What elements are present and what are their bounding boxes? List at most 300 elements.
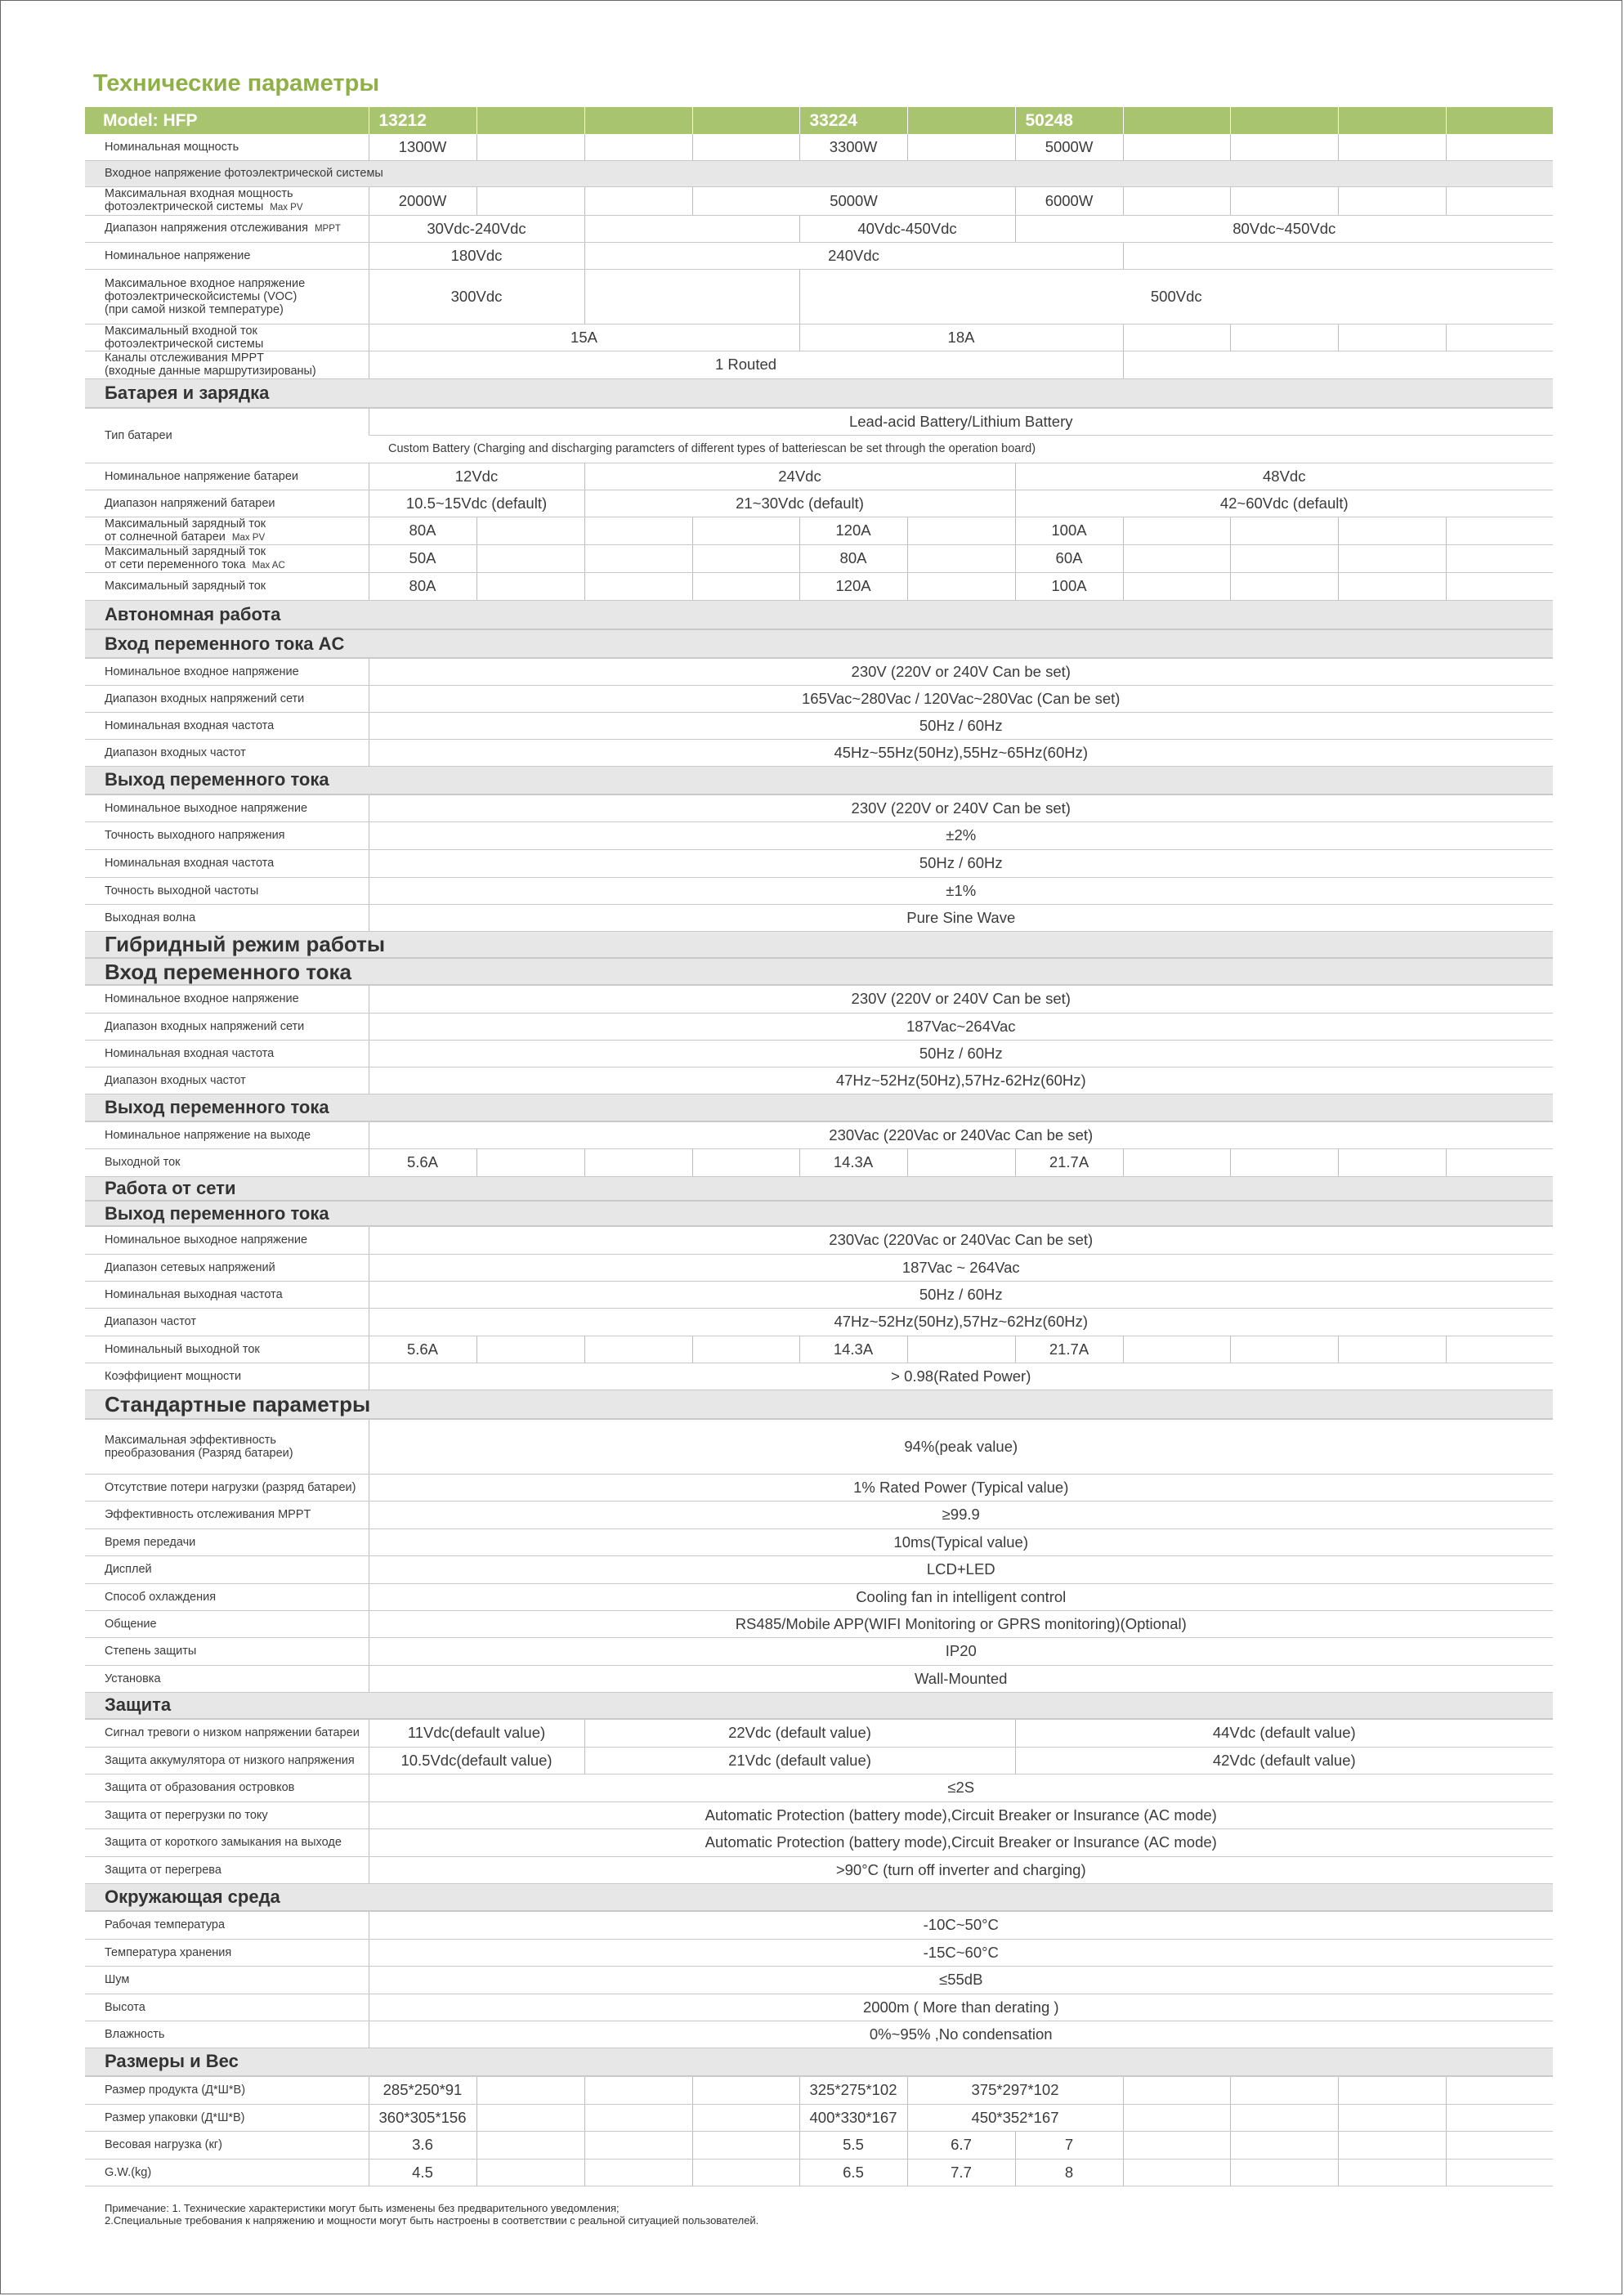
- value-cell: [476, 134, 584, 160]
- subsection-row: [85, 160, 1553, 186]
- value-cell: [1446, 2159, 1553, 2186]
- value-cell: 1 Routed: [369, 351, 1123, 378]
- value-cell: Cooling fan in intelligent control: [369, 1583, 1553, 1610]
- table-row: [85, 1013, 1553, 1040]
- param-label: [85, 849, 369, 877]
- value-cell: [1230, 1336, 1338, 1363]
- section-title: Работа от сети: [85, 1176, 1553, 1201]
- model-column: 50248: [1015, 107, 1123, 134]
- value-cell: [1123, 324, 1230, 351]
- value-cell: [1338, 186, 1446, 215]
- table-header: [85, 107, 1553, 134]
- value-cell: [1123, 517, 1230, 544]
- footnote: Примечание: 1. Технические характеристики могут быть изменены без предварительного уведомления;: [105, 2202, 620, 2214]
- table-row: [85, 2021, 1553, 2048]
- value-cell: [584, 186, 692, 215]
- param-label-text: Тип батареи: [105, 428, 172, 442]
- value-cell: > 0.98(Rated Power): [369, 1363, 1553, 1390]
- value-cell: 47Hz~52Hz(50Hz),57Hz~62Hz(60Hz): [369, 1308, 1553, 1336]
- value-cell: [584, 134, 692, 160]
- value-cell: 30Vdc-240Vdc: [369, 215, 584, 242]
- table-row: [85, 685, 1553, 712]
- section-heading: [85, 1176, 1553, 1201]
- param-label-text: Дисплей: [105, 1563, 152, 1576]
- table-row: [85, 1474, 1553, 1501]
- value-cell: 325*275*102: [799, 2076, 907, 2104]
- param-label: [85, 1856, 369, 1883]
- value-cell: ≤2S: [369, 1774, 1553, 1801]
- param-label-text: Номинальное напряжение: [105, 248, 251, 262]
- value-cell: 5000W: [1015, 134, 1123, 160]
- value-cell: -15C~60°C: [369, 1939, 1553, 1966]
- table-row: [85, 877, 1553, 904]
- value-cell: 48Vdc: [1015, 463, 1553, 490]
- value-cell: 11Vdc(default value): [369, 1719, 584, 1747]
- section-heading: [85, 766, 1553, 794]
- value-cell: 21.7A: [1015, 1148, 1123, 1176]
- value-cell: [907, 1148, 1015, 1176]
- table-row: [85, 904, 1553, 931]
- param-label-text: Диапазон входных частот: [105, 1073, 246, 1087]
- model-column: 13212: [369, 107, 476, 134]
- section-title: Размеры и Вес: [85, 2048, 1553, 2076]
- value-cell: [907, 517, 1015, 544]
- param-label: [85, 658, 369, 685]
- value-cell: RS485/Mobile APP(WIFI Monitoring or GPRS monitoring)(Optional): [369, 1610, 1553, 1637]
- value-cell: [476, 1336, 584, 1363]
- param-label-line2: от сети переменного тока: [105, 557, 246, 571]
- param-label-text: Выходная волна: [105, 911, 196, 924]
- param-label-text: Сигнал тревоги о низком напряжении батареи: [105, 1726, 360, 1740]
- value-cell: [1123, 2076, 1230, 2104]
- param-label: [85, 685, 369, 712]
- value-cell: 4.5: [369, 2159, 476, 2186]
- param-label: [85, 1148, 369, 1176]
- param-label: [85, 1308, 369, 1336]
- value-cell: [584, 2076, 692, 2104]
- value-cell: 10.5~15Vdc (default): [369, 490, 584, 517]
- table-row: [85, 1363, 1553, 1390]
- param-label: [85, 877, 369, 904]
- param-label-text: Номинальная выходная частота: [105, 1287, 283, 1301]
- model-column: [907, 107, 1015, 134]
- table-row: [85, 1419, 1553, 1474]
- param-label: [85, 1583, 369, 1610]
- param-label: [85, 1528, 369, 1555]
- value-cell: [692, 517, 799, 544]
- param-label: [85, 572, 369, 600]
- value-cell: [1230, 186, 1338, 215]
- value-cell: [1123, 2131, 1230, 2159]
- param-label: [85, 324, 369, 351]
- param-label-text: Высота: [105, 2000, 145, 2014]
- value-cell: 50Hz / 60Hz: [369, 1281, 1553, 1308]
- value-cell: 10ms(Typical value): [369, 1528, 1553, 1555]
- section-title: Батарея и зарядка: [85, 378, 1553, 408]
- table-row: [85, 2131, 1553, 2159]
- param-label: [85, 1555, 369, 1583]
- param-tag: MPPT: [314, 224, 341, 234]
- value-cell: 0%~95% ,No condensation: [369, 2021, 1553, 2048]
- value-cell: 50Hz / 60Hz: [369, 849, 1553, 877]
- section-title: Входное напряжение фотоэлектрической системы: [85, 160, 1553, 186]
- value-cell: 15A: [369, 324, 799, 351]
- value-cell: 5.5: [799, 2131, 907, 2159]
- value-cell: 450*352*167: [907, 2104, 1123, 2131]
- value-cell: [1230, 1148, 1338, 1176]
- value-cell: 50Hz / 60Hz: [369, 712, 1553, 739]
- value-cell: ±2%: [369, 821, 1553, 849]
- param-label-text: Температура хранения: [105, 1945, 232, 1959]
- param-label: [85, 2104, 369, 2131]
- param-label-line2: фотоэлектрическойсистемы (VOC): [105, 289, 298, 303]
- value-cell: [584, 215, 799, 242]
- value-cell: [692, 2159, 799, 2186]
- value-cell: 5000W: [692, 186, 1015, 215]
- param-label: [85, 351, 369, 378]
- table-row: [85, 1528, 1553, 1555]
- value-cell: 80A: [799, 544, 907, 572]
- param-label: [85, 1474, 369, 1501]
- value-cell: [907, 134, 1015, 160]
- param-label-text: Номинальное выходное напряжение: [105, 1233, 308, 1247]
- param-label: [85, 1719, 369, 1747]
- value-cell: [1446, 572, 1553, 600]
- value-cell: 18A: [799, 324, 1123, 351]
- value-cell: 2000W: [369, 186, 476, 215]
- param-label-text: Диапазон напряжения отслеживания: [105, 222, 308, 235]
- value-cell: 7: [1015, 2131, 1123, 2159]
- value-cell: [584, 1336, 692, 1363]
- value-cell: 187Vac~264Vac: [369, 1013, 1553, 1040]
- value-cell: [1446, 2104, 1553, 2131]
- param-label: [85, 242, 369, 269]
- table-row: [85, 1994, 1553, 2021]
- value-cell: 24Vdc: [584, 463, 1015, 490]
- value-cell: 180Vdc: [369, 242, 584, 269]
- section-title: Автономная работа: [85, 600, 1553, 629]
- value-cell: [476, 572, 584, 600]
- value-cell: [476, 544, 584, 572]
- param-label-text: Общение: [105, 1617, 157, 1631]
- param-label-text: Весовая нагрузка (кг): [105, 2138, 222, 2151]
- param-label: [85, 1121, 369, 1148]
- value-cell: [1446, 134, 1553, 160]
- value-cell: [1123, 2104, 1230, 2131]
- param-label: [85, 269, 369, 324]
- param-label: [85, 2159, 369, 2186]
- value-cell: [1230, 2076, 1338, 2104]
- value-cell: 21.7A: [1015, 1336, 1123, 1363]
- model-column: [1446, 107, 1553, 134]
- param-label-text: Размер упаковки (Д*Ш*В): [105, 2110, 245, 2124]
- table-row: [85, 186, 1553, 215]
- table-row: [85, 463, 1553, 490]
- value-cell: 80Vdc~450Vdc: [1015, 215, 1553, 242]
- table-row: [85, 1719, 1553, 1747]
- section-heading: [85, 600, 1553, 629]
- value-cell: 21Vdc (default value): [584, 1747, 1015, 1774]
- param-label: [85, 739, 369, 766]
- table-row: [85, 1501, 1553, 1528]
- param-label: [85, 1040, 369, 1067]
- param-label: [85, 186, 369, 215]
- param-label-text: Номинальная входная частота: [105, 718, 275, 732]
- value-cell: [1123, 2159, 1230, 2186]
- param-label-text: Номинальное напряжение на выходе: [105, 1128, 311, 1142]
- value-cell: 14.3A: [799, 1148, 907, 1176]
- value-cell: 10.5Vdc(default value): [369, 1747, 584, 1774]
- value-cell: [1446, 1148, 1553, 1176]
- section-title: Окружающая среда: [85, 1883, 1553, 1911]
- param-label: [85, 1363, 369, 1390]
- section-heading: [85, 1883, 1553, 1911]
- value-cell: 360*305*156: [369, 2104, 476, 2131]
- spec-table: [85, 107, 1553, 2186]
- model-column: 33224: [799, 107, 907, 134]
- value-cell: 230V (220V or 240V Can be set): [369, 794, 1553, 821]
- table-row: [85, 269, 1553, 324]
- value-cell: 375*297*102: [907, 2076, 1123, 2104]
- value-cell: [1446, 186, 1553, 215]
- param-label-line2: преобразования (Разряд батареи): [105, 1446, 293, 1460]
- value-cell: 5.6A: [369, 1336, 476, 1363]
- param-label: [85, 1994, 369, 2021]
- param-label: [85, 490, 369, 517]
- footnotes: [105, 2202, 758, 2227]
- table-row: [85, 794, 1553, 821]
- value-cell: [476, 2131, 584, 2159]
- value-cell: 230V (220V or 240V Can be set): [369, 658, 1553, 685]
- model-label: Model: HFP: [85, 107, 369, 134]
- value-cell: 120A: [799, 517, 907, 544]
- section-heading: [85, 931, 1553, 958]
- value-cell: 80A: [369, 517, 476, 544]
- value-cell: [584, 544, 692, 572]
- param-label: [85, 985, 369, 1013]
- param-label: [85, 517, 369, 544]
- table-row: [85, 1828, 1553, 1856]
- value-cell: 45Hz~55Hz(50Hz),55Hz~65Hz(60Hz): [369, 739, 1553, 766]
- param-label-text: Установка: [105, 1672, 161, 1685]
- value-cell: [1338, 2131, 1446, 2159]
- param-label-line2: фотоэлектрической системы: [105, 200, 264, 213]
- param-label-text: Номинальное входное напряжение: [105, 665, 299, 678]
- value-cell: 14.3A: [799, 1336, 907, 1363]
- param-label-text: Номинальное напряжение батареи: [105, 469, 298, 483]
- param-label: [85, 1747, 369, 1774]
- value-cell: [1338, 1336, 1446, 1363]
- value-cell: 6000W: [1015, 186, 1123, 215]
- value-cell: [476, 2104, 584, 2131]
- table-row: [85, 1281, 1553, 1308]
- param-label-text: Каналы отслеживания MPPT: [105, 351, 264, 365]
- footnote: 2.Специальные требования к напряжению и мощности могут быть настроены в соответствии с реальной ситуацией пользователей.: [105, 2214, 759, 2227]
- param-label-text: Способ охлаждения: [105, 1590, 217, 1604]
- table-row: [85, 2104, 1553, 2131]
- value-cell: 2000m ( More than derating ): [369, 1994, 1553, 2021]
- value-cell: 120A: [799, 572, 907, 600]
- value-cell: [1446, 1336, 1553, 1363]
- param-label-line3: (при самой низкой температуре): [105, 302, 284, 316]
- param-label: [85, 1911, 369, 1939]
- param-label-text: Защита от образования островков: [105, 1781, 295, 1794]
- value-cell: 3.6: [369, 2131, 476, 2159]
- param-label: [85, 1637, 369, 1665]
- value-cell: 50Hz / 60Hz: [369, 1040, 1553, 1067]
- param-label-text: Выходной ток: [105, 1156, 181, 1169]
- value-cell: ≤55dB: [369, 1966, 1553, 1994]
- table-row: [85, 849, 1553, 877]
- value-cell: [1446, 517, 1553, 544]
- param-label-text: Степень защиты: [105, 1645, 197, 1658]
- param-label-text: Защита от перегрева: [105, 1863, 221, 1877]
- section-heading: [85, 629, 1553, 658]
- table-row: [85, 1610, 1553, 1637]
- param-tag: Max AC: [252, 560, 285, 571]
- table-row: [85, 1856, 1553, 1883]
- section-title: Гибридный режим работы: [85, 931, 1553, 958]
- value-cell: [1338, 2076, 1446, 2104]
- value-cell: [1446, 2076, 1553, 2104]
- value-cell: [1230, 324, 1338, 351]
- value-cell: ≥99.9: [369, 1501, 1553, 1528]
- value-cell: 40Vdc-450Vdc: [799, 215, 1015, 242]
- value-cell: [1338, 517, 1446, 544]
- param-label-text: Точность выходного напряжения: [105, 829, 285, 842]
- section-title: Стандартные параметры: [85, 1390, 1553, 1419]
- param-label-text: Защита аккумулятора от низкого напряжения: [105, 1753, 355, 1767]
- table-row: [85, 1148, 1553, 1176]
- table-row: [85, 1254, 1553, 1281]
- value-cell: [692, 1336, 799, 1363]
- param-label-text: Диапазон сетевых напряжений: [105, 1260, 275, 1274]
- table-row: [85, 739, 1553, 766]
- section-title: Выход переменного тока: [85, 1201, 1553, 1226]
- table-row: [85, 1911, 1553, 1939]
- param-label-text: Точность выходной частоты: [105, 884, 259, 897]
- section-heading: [85, 1201, 1553, 1226]
- param-label-text: Максимальный зарядный ток: [105, 580, 266, 593]
- table-row: [85, 1774, 1553, 1801]
- value-cell: [692, 2076, 799, 2104]
- value-cell: 5.6A: [369, 1148, 476, 1176]
- value-cell: 100A: [1015, 572, 1123, 600]
- table-row: [85, 1226, 1553, 1254]
- section-heading: [85, 1094, 1553, 1121]
- table-row: [85, 1555, 1553, 1583]
- table-row: [85, 572, 1553, 600]
- model-column: [1230, 107, 1338, 134]
- value-cell: 60A: [1015, 544, 1123, 572]
- value-cell: >90°C (turn off inverter and charging): [369, 1856, 1553, 1883]
- value-cell: [1230, 572, 1338, 600]
- value-cell: IP20: [369, 1637, 1553, 1665]
- param-label-text: Размер продукта (Д*Ш*В): [105, 2083, 246, 2097]
- section-heading: [85, 958, 1553, 985]
- param-label: [85, 1281, 369, 1308]
- table-row: [85, 134, 1553, 160]
- value-cell: [692, 2104, 799, 2131]
- table-row: [85, 2076, 1553, 2104]
- param-label-text: Шум: [105, 1973, 130, 1986]
- table-row: [85, 1966, 1553, 1994]
- param-label-text: Диапазон напряжений батареи: [105, 496, 275, 510]
- param-label: [85, 1966, 369, 1994]
- value-cell: [1338, 2159, 1446, 2186]
- value-cell: Wall-Mounted: [369, 1665, 1553, 1692]
- section-title: Защита: [85, 1692, 1553, 1719]
- param-label-text: Коэффициент мощности: [105, 1369, 242, 1383]
- value-cell: 42Vdc (default value): [1015, 1747, 1553, 1774]
- value-cell: 165Vac~280Vac / 120Vac~280Vac (Can be set): [369, 685, 1553, 712]
- table-row: [85, 351, 1553, 378]
- section-heading: [85, 378, 1553, 408]
- value-cell: [1446, 544, 1553, 572]
- value-cell: [476, 2159, 584, 2186]
- param-label-text: Время передачи: [105, 1535, 196, 1549]
- param-label: [85, 215, 369, 242]
- value-cell: 3300W: [799, 134, 907, 160]
- value-cell: [584, 517, 692, 544]
- section-title: Выход переменного тока: [85, 1094, 1553, 1121]
- table-row: [85, 821, 1553, 849]
- value-cell: 300Vdc: [369, 269, 584, 324]
- param-label-text: Диапазон входных напряжений сети: [105, 691, 305, 705]
- table-row: [85, 490, 1553, 517]
- value-cell: 1300W: [369, 134, 476, 160]
- param-label: [85, 2076, 369, 2104]
- param-label-text: Отсутствие потери нагрузки (разряд батареи): [105, 1480, 356, 1494]
- value-cell: 230Vac (220Vac or 240Vac Can be set): [369, 1226, 1553, 1254]
- param-label: [85, 2021, 369, 2048]
- value-cell: [1123, 186, 1230, 215]
- param-label-text: Максимальная эффективность: [105, 1433, 276, 1447]
- param-label-text: Номинальная входная частота: [105, 857, 275, 870]
- param-label-text: Диапазон входных напряжений сети: [105, 1019, 305, 1033]
- value-cell: [1123, 544, 1230, 572]
- value-cell: [584, 1148, 692, 1176]
- value-cell: [692, 1148, 799, 1176]
- param-label: [85, 821, 369, 849]
- param-label-line2: (входные данные маршрутизированы): [105, 365, 316, 378]
- table-row: [85, 712, 1553, 739]
- param-label-text: Номинальное входное напряжение: [105, 992, 299, 1006]
- section-title: Выход переменного тока: [85, 766, 1553, 794]
- value-cell: [1338, 1148, 1446, 1176]
- value-cell: [1123, 134, 1230, 160]
- value-cell: [1338, 134, 1446, 160]
- value-cell: [476, 1148, 584, 1176]
- param-label-text: Диапазон входных частот: [105, 745, 246, 759]
- param-label: [85, 1939, 369, 1966]
- table-row: [85, 658, 1553, 685]
- table-row: [85, 517, 1553, 544]
- value-cell: [584, 2104, 692, 2131]
- value-cell: 240Vdc: [584, 242, 1123, 269]
- param-label: [85, 2131, 369, 2159]
- param-label-text: Номинальное выходное напряжение: [105, 801, 308, 815]
- param-label: [85, 1067, 369, 1094]
- value-cell: [692, 572, 799, 600]
- param-label-text: Защита от перегрузки по току: [105, 1808, 268, 1822]
- value-cell: [1123, 242, 1553, 269]
- param-label: [85, 904, 369, 931]
- param-label: [85, 794, 369, 821]
- value-cell: 1% Rated Power (Typical value): [369, 1474, 1553, 1501]
- value-cell: 22Vdc (default value): [584, 1719, 1015, 1747]
- param-label: [85, 1254, 369, 1281]
